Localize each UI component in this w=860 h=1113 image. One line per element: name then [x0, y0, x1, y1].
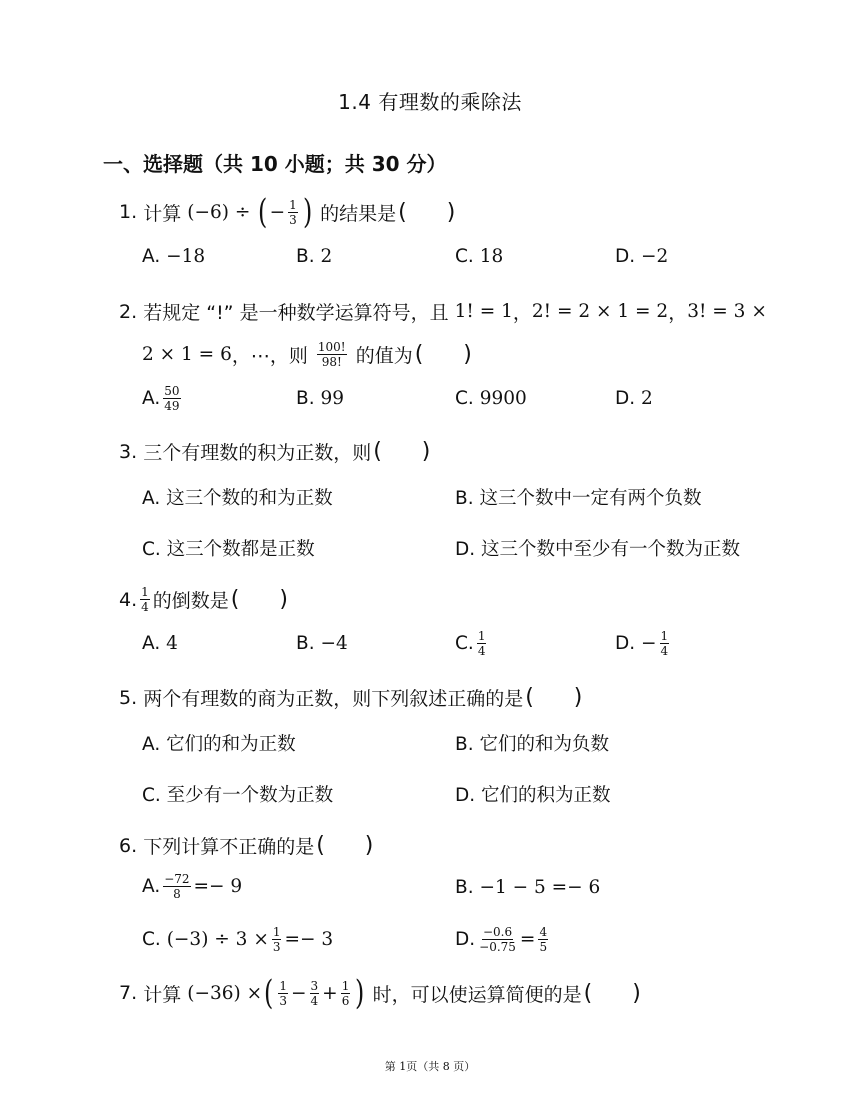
question-text: 两个有理数的商为正数，则下列叙述正确的是 — [143, 688, 524, 710]
option-d[interactable]: D. 这三个数中至少有一个数为正数 — [455, 539, 741, 560]
question-text: 若规定 “!” 是一种数学运算符号，且 — [143, 302, 449, 324]
question-7: 7. 计算 (−36) × ( $\frac{1}{3}$ − $\frac{3}{4}$ + $\frac{1}{6}$ ) 时，可以使运算简便的是 ( ) — [119, 973, 641, 1013]
option-b[interactable]: B. −1 − 5 =− 6 — [455, 877, 601, 898]
option-c[interactable]: C. 18 — [455, 246, 504, 267]
question-1 — [119, 192, 457, 232]
question-4: 4. $\frac{1}{4}$ 的倒数是 ( ) — [119, 585, 288, 614]
option-b[interactable]: B. 它们的和为负数 — [455, 734, 609, 755]
option-d[interactable]: D. $\frac{-0.6}{-0.75}$ = $\frac{4}{5}$ — [455, 925, 548, 954]
math-sign: − — [269, 201, 286, 223]
option-b[interactable]: B. 99 — [296, 388, 345, 409]
section-heading: 一、选择题（共 10 小题；共 30 分） — [103, 152, 447, 176]
question-text-end: 的结果是 — [320, 202, 397, 225]
option-c[interactable]: C. $\frac{1}{4}$ — [455, 629, 486, 658]
question-5: 5. 两个有理数的商为正数，则下列叙述正确的是 ( ) — [119, 685, 583, 710]
left-bracket: ( — [264, 973, 274, 1013]
option-c[interactable]: C. 9900 — [455, 388, 527, 409]
answer-paren-close: ) — [446, 199, 456, 225]
fraction: $\frac{1}{4}$ — [141, 585, 149, 614]
option-a[interactable]: A. 4 — [142, 633, 178, 654]
option-b[interactable]: B. −4 — [296, 633, 348, 654]
fraction: $\frac{100!}{98!}$ — [317, 340, 346, 369]
question-number: 1. — [119, 201, 138, 223]
fraction: $\frac{1}{3}$ — [289, 197, 297, 227]
option-a[interactable]: A. $\frac{-72}{8}$ =− 9 — [142, 872, 243, 901]
answer-paren-open: ( — [398, 199, 407, 225]
option-b[interactable]: B. 这三个数中一定有两个负数 — [455, 488, 702, 509]
question-text: 下列计算不正确的是 — [143, 836, 315, 858]
option-c[interactable]: C. 这三个数都是正数 — [142, 539, 315, 560]
option-d[interactable]: D. 2 — [615, 388, 653, 409]
math-expression: (−6) ÷ — [187, 201, 251, 223]
question-6: 6. 下列计算不正确的是 ( ) — [119, 833, 374, 858]
option-a[interactable]: A. $\frac{50}{49}$ — [142, 384, 180, 413]
right-bracket: ) — [355, 973, 365, 1013]
question-text: 三个有理数的积为正数，则 — [143, 442, 372, 464]
option-d[interactable]: D. 它们的积为正数 — [455, 785, 611, 806]
option-c[interactable]: C. (−3) ÷ 3 × $\frac{1}{3}$ =− 3 — [142, 925, 334, 954]
option-a[interactable]: A. −18 — [142, 246, 206, 267]
page-footer: 第 1页（共 8 页） — [384, 1060, 476, 1073]
option-c[interactable]: C. 至少有一个数为正数 — [142, 785, 334, 806]
document-title: 1.4 有理数的乘除法 — [338, 90, 522, 114]
option-d[interactable]: D. −2 — [615, 246, 669, 267]
option-a[interactable]: A. 这三个数的和为正数 — [142, 488, 333, 509]
option-b[interactable]: B. 2 — [296, 246, 333, 267]
question-2-line-2: 2 × 1 = 6 ，⋯，则 $\frac{100!}{98!}$ 的值为 ( ) — [142, 340, 472, 369]
question-2: 2. 若规定 “!” 是一种数学运算符号，且 1! = 1 ， 2! = 2 × 1 = 2 ， 3! = 3 × — [119, 298, 767, 325]
option-d[interactable]: D. − $\frac{1}{4}$ — [615, 629, 669, 658]
left-bracket: ( — [258, 192, 268, 232]
right-bracket: ) — [302, 192, 313, 232]
question-3: 3. 三个有理数的积为正数，则 ( ) — [119, 439, 431, 464]
option-a[interactable]: A. 它们的和为正数 — [142, 734, 296, 755]
question-text: 计算 — [143, 202, 182, 225]
